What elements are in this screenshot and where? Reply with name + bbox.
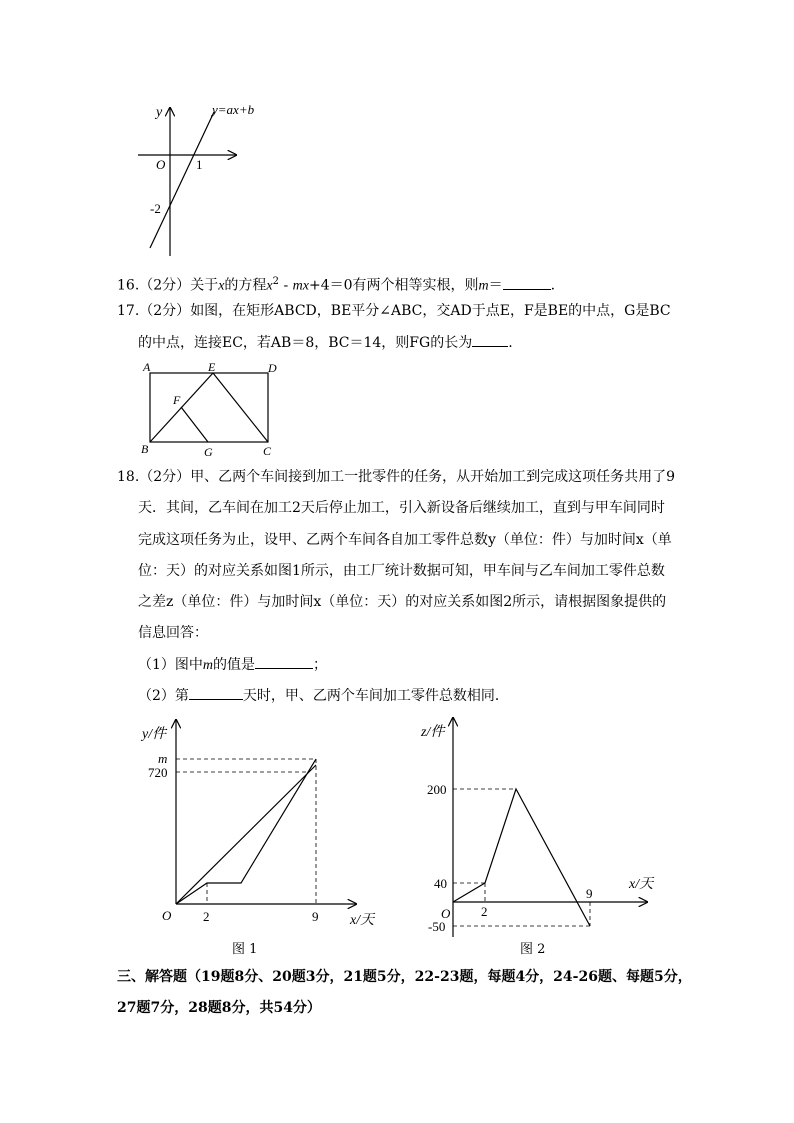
- answer-blank-17[interactable]: [472, 332, 508, 347]
- tick-m: m: [158, 751, 168, 766]
- label-a: A: [143, 360, 151, 374]
- figure-q15-linear-graph: [130, 98, 270, 260]
- label-f: F: [173, 393, 181, 407]
- question-18-line2: 天．其间，乙车间在加工2天后停止加工，引入新设备后继续加工，直到与甲车间同时: [138, 500, 665, 516]
- label-d: D: [268, 361, 277, 375]
- segment-fg: [181, 407, 208, 442]
- y-axis-label: y/件: [142, 727, 167, 742]
- tick-2: 2: [203, 909, 210, 924]
- question-18-line3: 完成这项任务为止，设甲、乙两个车间各自加工零件总数y（单位：件）与加时间x（单: [138, 532, 672, 548]
- z-axis-label: z/件: [421, 725, 445, 740]
- question-18-line6: 信息回答：: [138, 625, 208, 641]
- line-jia: [176, 765, 316, 904]
- tick-200: 200: [427, 782, 447, 797]
- fn-label: y=ax+b: [212, 102, 255, 117]
- figure-1-graph: [130, 712, 390, 962]
- origin-label: O: [162, 908, 172, 923]
- question-18-sub1: （1）图中m的值是 ；: [138, 654, 327, 676]
- question-17-line2: 的中点，连接EC，若AB＝8，BC＝14，则FG的长为 .: [138, 332, 513, 353]
- answer-blank-16[interactable]: [503, 275, 551, 290]
- function-line: [150, 112, 214, 248]
- label-g: G: [204, 445, 213, 458]
- tick-neg50: -50: [428, 919, 446, 934]
- label-b: B: [141, 442, 149, 456]
- segment-ec: [213, 373, 268, 442]
- answer-blank-18-2[interactable]: [189, 685, 243, 700]
- question-18-line4: 位：天）的对应关系如图1所示，由工厂统计数据可知，甲车间与乙车间加工零件总数: [138, 563, 665, 579]
- tick-40: 40: [434, 876, 447, 891]
- section-3-line2: 27题7分，28题8分，共54分）: [117, 1000, 321, 1016]
- label-c: C: [263, 444, 272, 458]
- y-label: y: [156, 105, 163, 120]
- tick-2: 2: [481, 904, 488, 919]
- question-18-sub2: （2）第 天时，甲、乙两个车间加工零件总数相同．: [138, 685, 509, 706]
- x-axis-label: x/天: [350, 913, 375, 928]
- answer-blank-18-1[interactable]: [255, 654, 313, 669]
- section-3-line1: 三、解答题（19题8分、20题3分，21题5分，22-23题，每题4分，24-26题、每题5分，: [117, 969, 692, 985]
- question-18-line1: 18.（2分）甲、乙两个车间接到加工一批零件的任务，从开始加工到完成这项任务共用了9: [117, 469, 676, 485]
- question-18-line5: 之差z（单位：件）与加时间x（单位：天）的对应关系如图2所示，请根据图象提供的: [138, 594, 667, 610]
- origin-label: O: [441, 906, 451, 921]
- label-e: E: [208, 360, 216, 374]
- figure-2-graph: [415, 712, 665, 947]
- origin-label: O: [156, 157, 166, 172]
- question-16: 16.（2分）关于x的方程$x^2 - mx+4=0$有两个相等实根，则m＝ .: [117, 276, 556, 294]
- x-axis-label: x/天: [629, 877, 654, 892]
- figure-1-caption: 图 1: [232, 942, 258, 957]
- figure-q17-rectangle: [135, 360, 285, 458]
- line-yi: [176, 759, 316, 904]
- tick-neg2: -2: [150, 201, 161, 216]
- tick-9: 9: [586, 886, 593, 901]
- line-z: [453, 789, 590, 926]
- tick-720: 720: [148, 765, 168, 780]
- question-17-line1: 17.（2分）如图，在矩形ABCD，BE平分∠ABC，交AD于点E，F是BE的中点，G是BC: [117, 303, 671, 319]
- tick-1: 1: [196, 157, 203, 172]
- tick-9: 9: [312, 909, 319, 924]
- rect-abcd: [150, 373, 268, 442]
- figure-2-caption: 图 2: [520, 942, 546, 957]
